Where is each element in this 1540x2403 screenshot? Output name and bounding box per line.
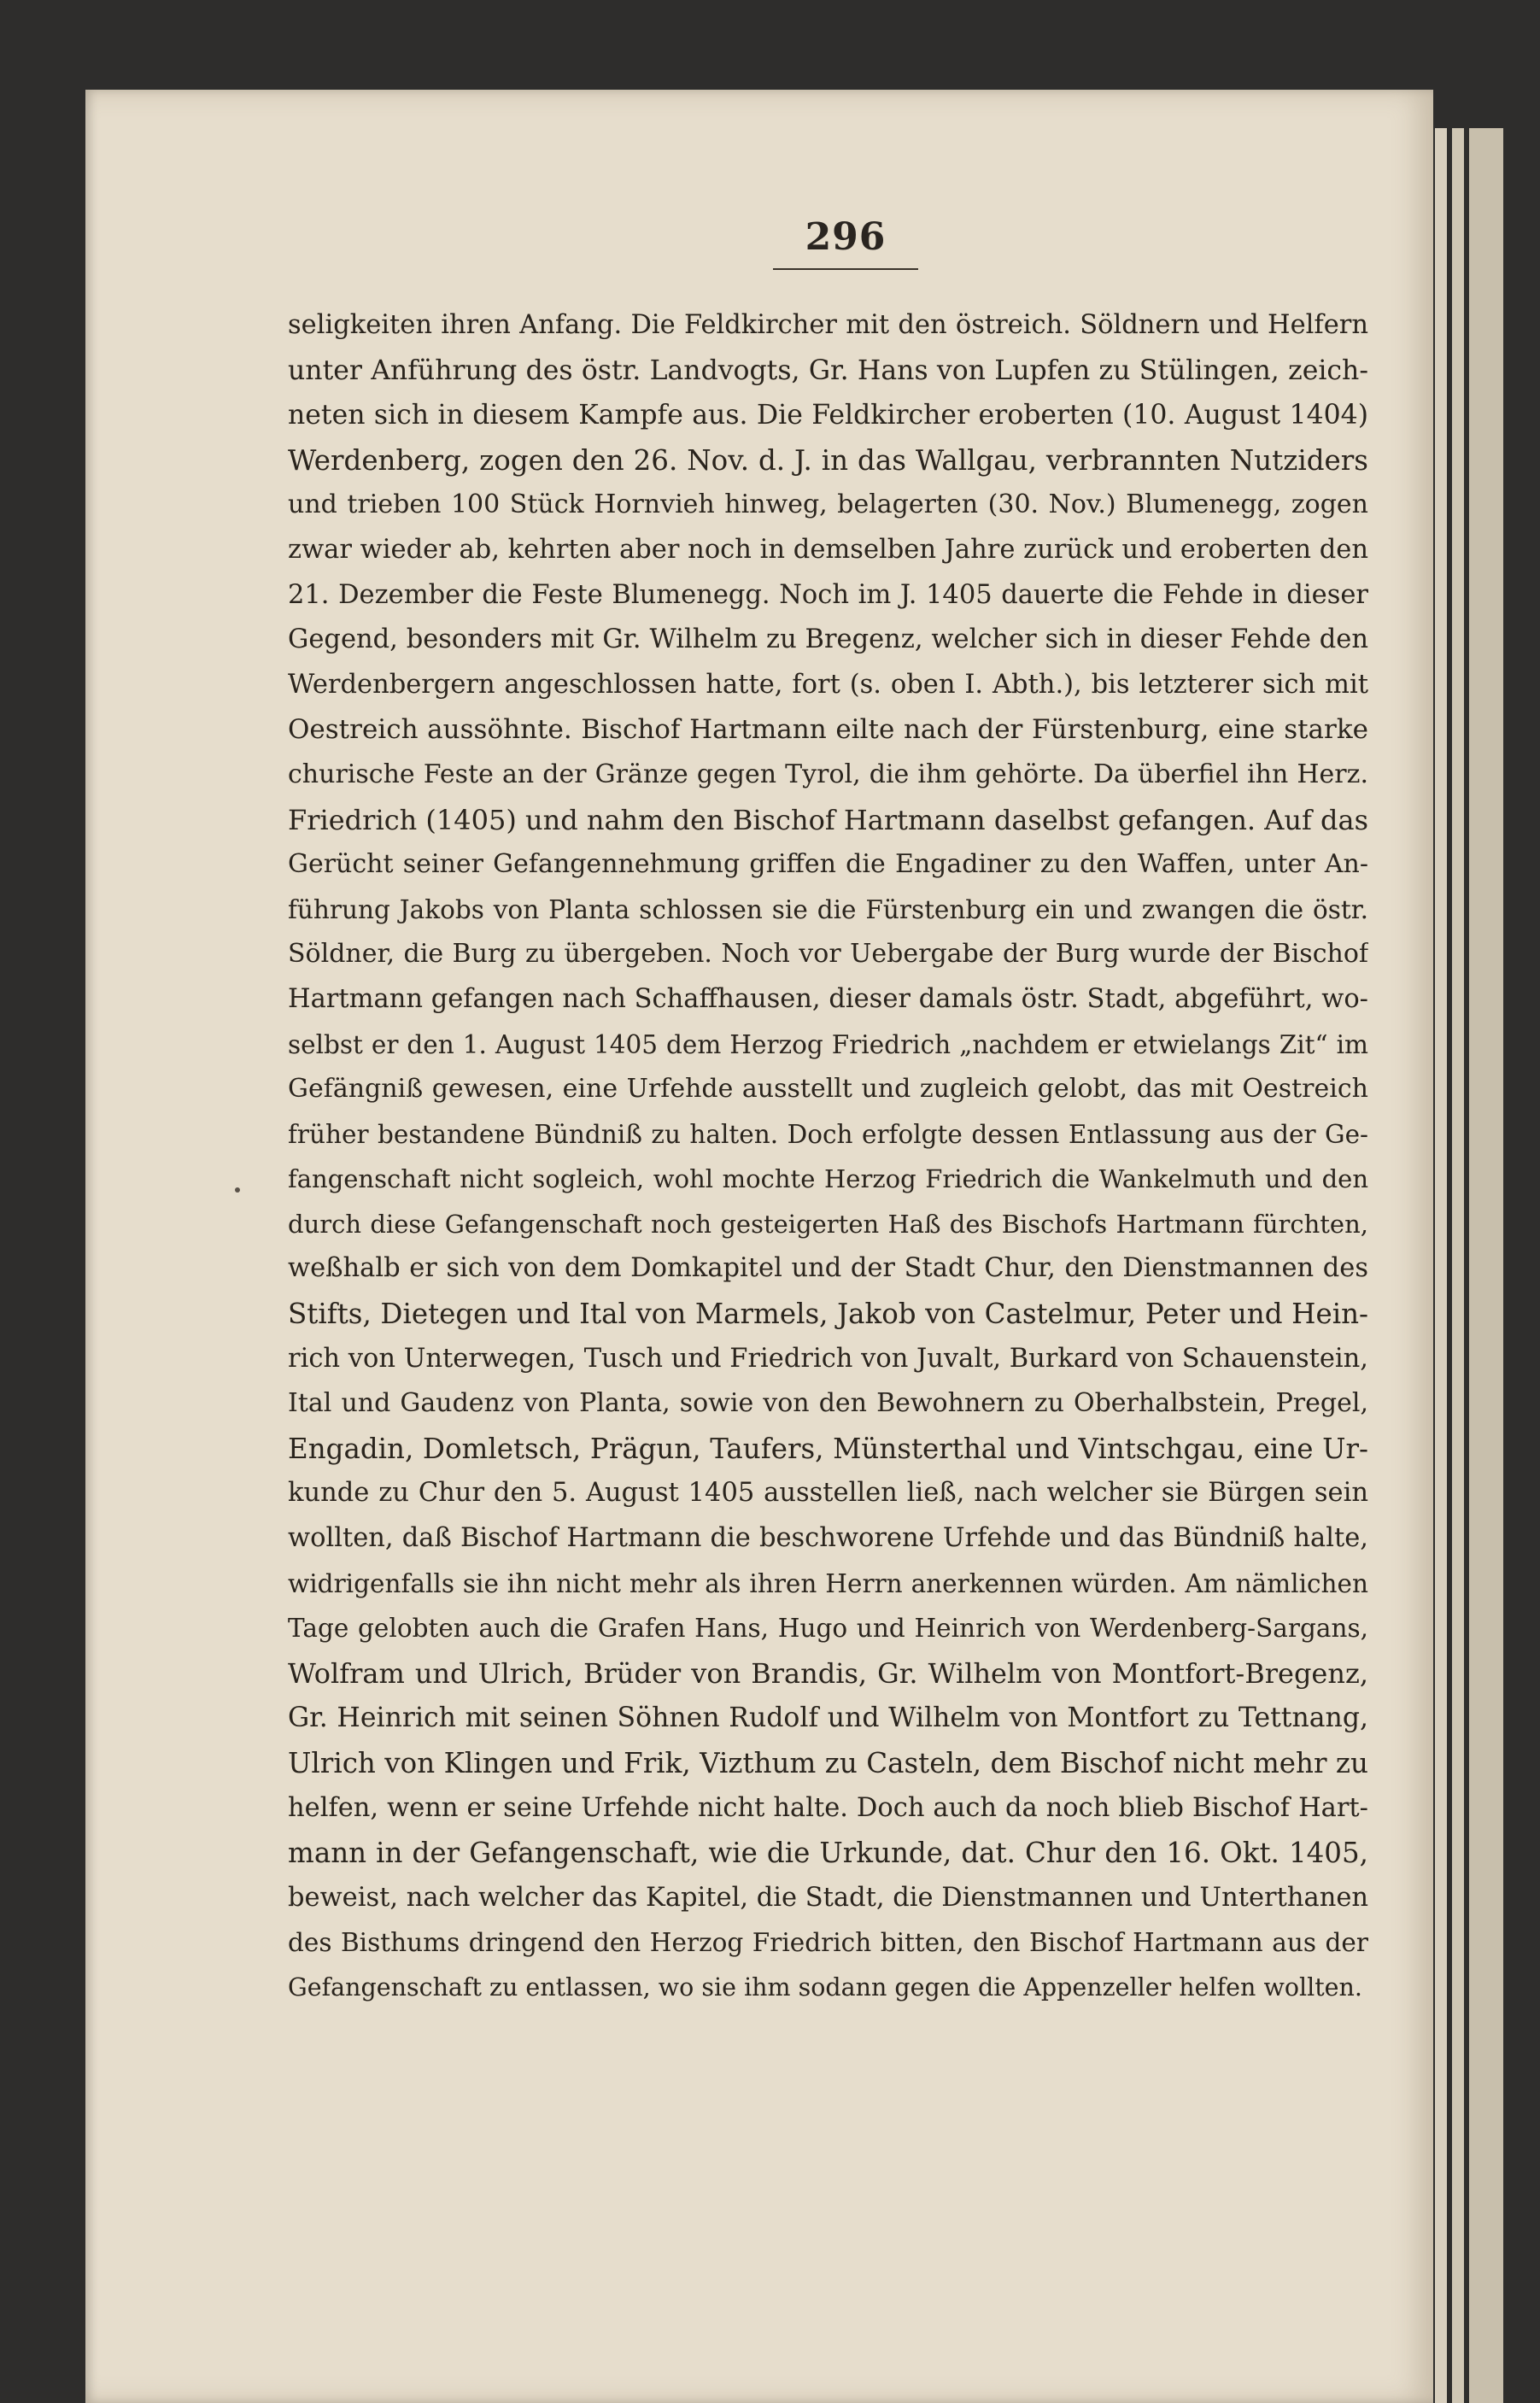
text-line: churische Feste an der Gränze gegen Tyrol, die ihm gehörte. Da überfiel ihn Herz.: [288, 759, 1368, 789]
text-line: mann in der Gefangenschaft, wie die Urkunde, dat. Chur den 16. Okt. 1405,: [288, 1837, 1368, 1870]
text-line: führung Jakobs von Planta schlossen sie die Fürstenburg ein und zwangen die östr.: [288, 894, 1368, 924]
text-line: selbst er den 1. August 1405 dem Herzog Friedrich „nachdem er etwielangs Zit“ im: [288, 1029, 1368, 1059]
header-rule: [773, 268, 918, 270]
text-line: beweist, nach welcher das Kapitel, die Stadt, die Dienstmannen und Unterthanen: [288, 1882, 1368, 1913]
text-line: neten sich in diesem Kampfe aus. Die Feldkircher eroberten (10. August 1404): [288, 400, 1368, 431]
page-edge: [1452, 128, 1464, 2403]
text-line: Werdenbergern angeschlossen hatte, fort (s. oben I. Abth.), bis letzterer sich mit: [288, 669, 1368, 700]
text-line: Wolfram und Ulrich, Brüder von Brandis, Gr. Wilhelm von Montfort-Bregenz,: [288, 1656, 1368, 1690]
text-line: des Bisthums dringend den Herzog Friedrich bitten, den Bischof Hartmann aus der: [288, 1928, 1368, 1958]
text-line: Friedrich (1405) und nahm den Bischof Hartmann daselbst gefangen. Auf das: [288, 803, 1368, 836]
text-line: Engadin, Domletsch, Prägun, Taufers, Münsterthal und Vintschgau, eine Ur-: [288, 1432, 1368, 1465]
text-line: rich von Unterwegen, Tusch und Friedrich von Juvalt, Burkard von Schauenstein,: [288, 1343, 1368, 1374]
text-line: kunde zu Chur den 5. August 1405 ausstellen ließ, nach welcher sie Bürgen sein: [288, 1478, 1368, 1509]
text-line: 21. Dezember die Feste Blumenegg. Noch im J. 1405 dauerte die Fehde in dieser: [288, 579, 1368, 610]
text-line: helfen, wenn er seine Urfehde nicht halte. Doch auch da noch blieb Bischof Hart-: [288, 1792, 1368, 1823]
text-line: weßhalb er sich von dem Domkapitel und der Stadt Chur, den Dienstmannen des: [288, 1253, 1368, 1284]
body-text: [288, 303, 1368, 2011]
text-line: zwar wieder ab, kehrten aber noch in demselben Jahre zurück und eroberten den: [288, 534, 1368, 565]
page-edge: [1435, 128, 1447, 2403]
text-line: und trieben 100 Stück Hornvieh hinweg, belagerten (30. Nov.) Blumenegg, zogen: [288, 489, 1368, 520]
text-line: Gegend, besonders mit Gr. Wilhelm zu Bregenz, welcher sich in dieser Fehde den: [288, 624, 1368, 655]
text-line: Gefangenschaft zu entlassen, wo sie ihm sodann gegen die Appenzeller helfen wollten.: [288, 1972, 1362, 2002]
margin-speck: [235, 1187, 240, 1193]
text-line: Söldner, die Burg zu übergeben. Noch vor Uebergabe der Burg wurde der Bischof: [288, 939, 1368, 970]
text-line: früher bestandene Bündniß zu halten. Doch erfolgte dessen Entlassung aus der Ge-: [288, 1119, 1368, 1149]
text-line: seligkeiten ihren Anfang. Die Feldkircher mit den östreich. Söldnern und Helfern: [288, 310, 1368, 340]
text-line: fangenschaft nicht sogleich, wohl mochte Herzog Friedrich die Wankelmuth und den: [288, 1164, 1368, 1194]
text-line: Ital und Gaudenz von Planta, sowie von den Bewohnern zu Oberhalbstein, Pregel,: [288, 1388, 1368, 1419]
text-line: Gr. Heinrich mit seinen Söhnen Rudolf und Wilhelm von Montfort zu Tettnang,: [288, 1703, 1368, 1734]
page-edge: [1469, 128, 1503, 2403]
text-line: Gefängniß gewesen, eine Urfehde ausstellt und zugleich gelobt, das mit Oestreich: [288, 1074, 1368, 1105]
text-line: Oestreich aussöhnte. Bischof Hartmann eilte nach der Fürstenburg, eine starke: [288, 714, 1368, 746]
text-line: Stifts, Dietegen und Ital von Marmels, Jakob von Castelmur, Peter und Hein-: [288, 1298, 1368, 1331]
text-line: unter Anführung des östr. Landvogts, Gr. Hans von Lupfen zu Stülingen, zeich-: [288, 355, 1368, 386]
page-number: 296: [805, 215, 887, 259]
text-line: Werdenberg, zogen den 26. Nov. d. J. in das Wallgau, verbrannten Nutziders: [288, 443, 1368, 477]
text-line: wollten, daß Bischof Hartmann die beschworene Urfehde und das Bündniß halte,: [288, 1523, 1368, 1554]
text-line: Gerücht seiner Gefangennehmung griffen die Engadiner zu den Waffen, unter An-: [288, 849, 1368, 880]
text-line: Ulrich von Klingen und Frik, Vizthum zu Casteln, dem Bischof nicht mehr zu: [288, 1747, 1368, 1779]
text-line: durch diese Gefangenschaft noch gesteigerten Haß des Bischofs Hartmann fürchten,: [288, 1209, 1368, 1239]
text-line: Hartmann gefangen nach Schaffhausen, dieser damals östr. Stadt, abgeführt, wo-: [288, 983, 1368, 1014]
text-line: widrigenfalls sie ihn nicht mehr als ihren Herrn anerkennen würden. Am nämlichen: [288, 1568, 1368, 1598]
text-line: Tage gelobten auch die Grafen Hans, Hugo und Heinrich von Werdenberg-Sargans,: [288, 1614, 1368, 1644]
